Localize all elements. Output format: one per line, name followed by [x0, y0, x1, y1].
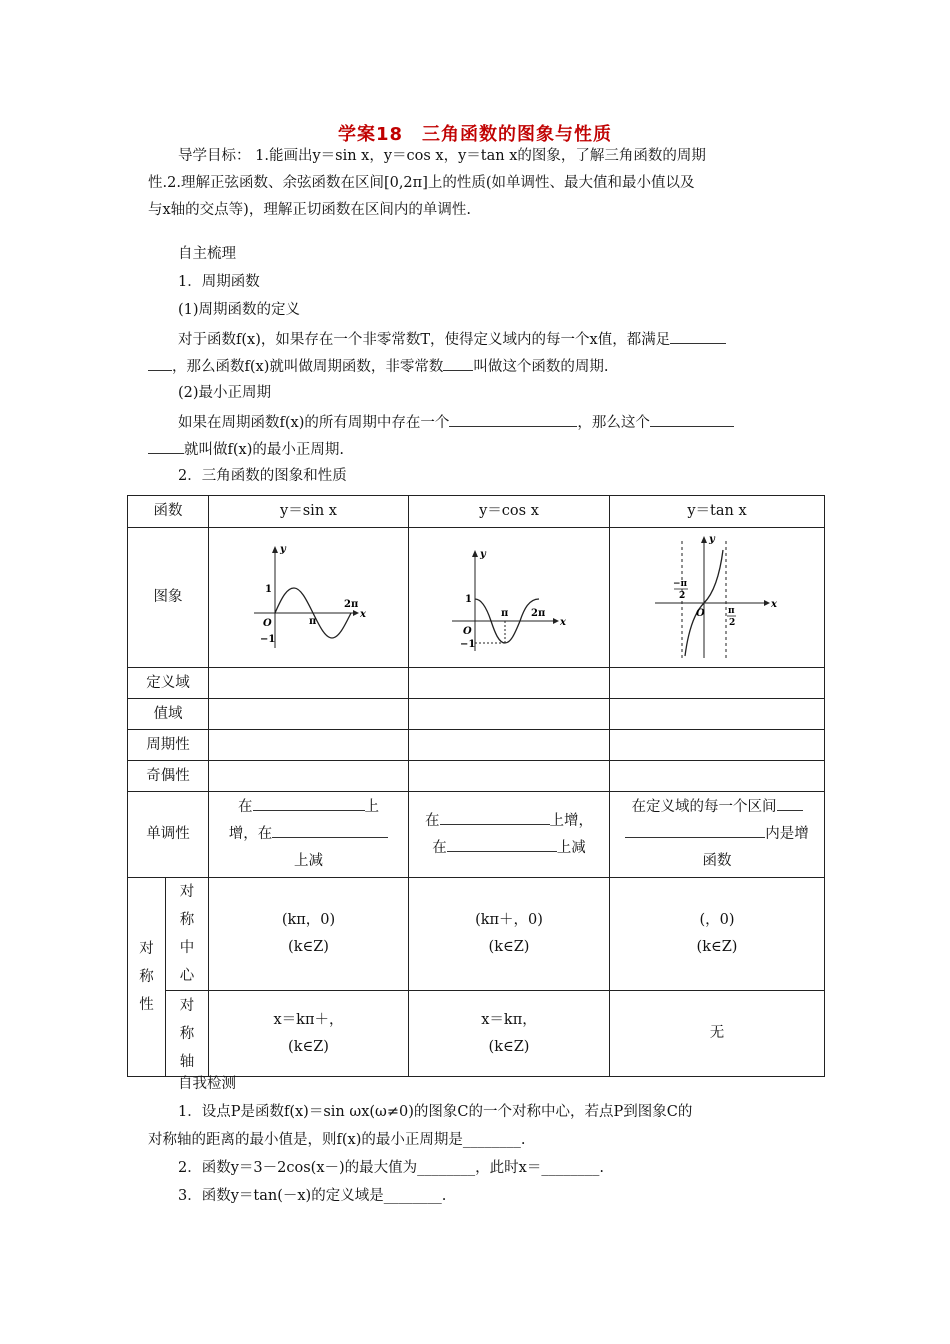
answer-blank[interactable] — [777, 795, 803, 811]
sym-axis-label: 对称轴 — [179, 997, 195, 1070]
period-def-line-2 — [148, 355, 608, 377]
mono-text: 上减 — [556, 839, 586, 856]
answer-blank[interactable] — [148, 438, 184, 454]
min-period-text: 如果在周期函数f(x)的所有周期中存在一个 — [178, 415, 450, 431]
mono-text: 在 — [238, 799, 253, 815]
center-cos-k: (k∈Z) — [488, 939, 530, 955]
tan-y-arrow — [701, 536, 707, 543]
center-sin-cell — [209, 878, 409, 991]
tan-pi-den: 2 — [729, 617, 736, 628]
answer-blank[interactable] — [650, 411, 734, 427]
row-label-sym-axis — [166, 991, 209, 1077]
sin-two-pi-label: 2π — [343, 598, 358, 610]
answer-blank[interactable] — [272, 822, 388, 838]
mono-cos-line-2 — [409, 835, 609, 862]
answer-blank[interactable] — [447, 836, 557, 852]
mono-tan-line-2 — [610, 821, 824, 848]
intro-line-2: 性.2.理解正弦函数、余弦函数在区间[0,2π]上的性质(如单调性、最大值和最小值以及 — [148, 175, 695, 191]
header-cos: y＝cos x — [409, 496, 610, 528]
mono-text: 内是增 — [765, 826, 809, 842]
answer-blank[interactable] — [253, 795, 365, 811]
intro-line-1: 导学目标： 1.能画出y＝sin x，y＝cos x，y＝tan x的图象，了解三角函数的周期 — [178, 148, 706, 164]
table-cell[interactable] — [209, 730, 409, 761]
section-2-heading: 2．三角函数的图象和性质 — [178, 468, 347, 484]
table-cell[interactable] — [209, 668, 409, 699]
cos-graph — [449, 543, 569, 653]
sin-origin-label: O — [262, 617, 272, 629]
row-label-range: 值域 — [128, 699, 209, 730]
mono-tan-cell — [610, 792, 825, 878]
period-def-text: 叫做这个函数的周期. — [473, 359, 609, 375]
cos-graph-cell — [409, 528, 610, 668]
section-1b-heading: (2)最小正周期 — [178, 385, 272, 401]
tan-neg-pi-den: 2 — [679, 590, 686, 601]
table-cell[interactable] — [409, 761, 610, 792]
sin-pi-label: π — [308, 615, 316, 627]
header-sin: y＝sin x — [209, 496, 409, 528]
axis-cos-value: x＝kπ， — [481, 1011, 537, 1028]
row-label-parity: 奇偶性 — [128, 761, 209, 792]
period-def-text: ，那么函数f(x)就叫做周期函数，非零常数 — [172, 359, 444, 375]
table-row-graph — [128, 528, 825, 668]
table-cell[interactable] — [409, 668, 610, 699]
axis-sin-value: x＝kπ＋， — [273, 1011, 344, 1028]
table-row-sym-center — [128, 878, 825, 991]
table-cell[interactable] — [209, 761, 409, 792]
row-label-graph: 图象 — [128, 528, 209, 668]
cos-y-label: y — [480, 548, 486, 560]
table-row-range — [128, 699, 825, 730]
sin-y-label: y — [279, 543, 286, 555]
table-row-period — [128, 730, 825, 761]
tan-origin-label: O — [696, 607, 705, 619]
cos-one-label: 1 — [465, 593, 472, 605]
table-row-domain — [128, 668, 825, 699]
mono-cos-line-1 — [409, 808, 609, 835]
center-tan-k: (k∈Z) — [696, 939, 738, 955]
min-period-line-1 — [178, 411, 734, 433]
axis-sin-k: (k∈Z) — [288, 1038, 329, 1055]
sym-center-label: 对称中心 — [179, 884, 195, 984]
mono-cos-cell — [409, 792, 610, 878]
sin-graph-cell — [209, 528, 409, 668]
mono-tan-line-3: 函数 — [702, 853, 732, 869]
symmetry-label: 对称性 — [139, 941, 154, 1013]
mono-text: 在定义域的每一个区间 — [631, 799, 777, 815]
cos-pi-label: π — [501, 607, 509, 619]
page-title: 学案18 三角函数的图象与性质 — [337, 124, 613, 145]
mono-text: 上增， — [549, 812, 593, 829]
tan-x-arrow — [764, 600, 770, 606]
center-sin-value: (kπ，0) — [281, 912, 336, 928]
tan-graph-cell — [610, 528, 825, 668]
mono-text: 在 — [425, 812, 440, 829]
row-label-period: 周期性 — [128, 730, 209, 761]
table-cell[interactable] — [610, 668, 825, 699]
mono-text: 在 — [432, 839, 447, 856]
table-row-parity — [128, 761, 825, 792]
answer-blank[interactable] — [148, 355, 172, 371]
tan-neg-pi-label: −π — [673, 578, 688, 589]
question-3: 3．函数y＝tan(－x)的定义域是________. — [178, 1188, 447, 1204]
cos-neg-one-label: −1 — [460, 638, 476, 650]
center-tan-value: (，0) — [699, 912, 735, 928]
center-tan-cell — [610, 878, 825, 991]
cos-two-pi-label: 2π — [531, 607, 546, 619]
intro-line-3: 与x轴的交点等)，理解正切函数在区间内的单调性. — [148, 202, 471, 218]
answer-blank[interactable] — [670, 328, 726, 344]
mono-sin-line-2 — [209, 821, 408, 848]
row-label-sym-center — [166, 878, 209, 991]
min-period-line-2 — [148, 438, 344, 460]
cos-y-arrow — [472, 550, 478, 557]
cos-x-label: x — [560, 616, 566, 628]
mono-sin-cell — [209, 792, 409, 878]
cos-origin-label: O — [463, 625, 472, 637]
question-2: 2．函数y＝3－2cos(x－)的最大值为________，此时x＝________. — [178, 1160, 604, 1176]
mono-sin-line-3: 上减 — [294, 853, 323, 869]
mono-sin-line-1 — [209, 794, 408, 821]
min-period-text: ，那么这个 — [577, 415, 650, 431]
selfcheck-heading: 自我检测 — [178, 1076, 236, 1092]
table-row-sym-axis — [128, 991, 825, 1077]
period-def-text: 对于函数f(x)，如果存在一个非零常数T，使得定义域内的每一个x值，都满足 — [178, 332, 671, 348]
axis-cos-k: (k∈Z) — [488, 1038, 530, 1055]
sin-one-label: 1 — [264, 583, 272, 595]
table-cell[interactable] — [610, 699, 825, 730]
tan-x-label: x — [771, 598, 777, 610]
section-1-heading: 1．周期函数 — [178, 274, 260, 290]
cos-x-arrow — [553, 618, 559, 624]
tan-graph — [652, 533, 782, 663]
table-cell[interactable] — [409, 699, 610, 730]
sin-x-label: x — [359, 608, 366, 620]
header-func: 函数 — [128, 496, 209, 528]
review-heading: 自主梳理 — [178, 246, 236, 262]
tan-pi-label: π — [728, 605, 735, 616]
period-def-line-1 — [178, 328, 726, 350]
sin-neg-one-label: −1 — [259, 633, 275, 645]
table-row-monotonicity — [128, 792, 825, 878]
mono-tan-line-1 — [610, 794, 824, 821]
table-cell[interactable] — [610, 730, 825, 761]
sin-x-arrow — [353, 610, 359, 616]
table-header-row — [128, 496, 825, 528]
table-cell[interactable] — [209, 699, 409, 730]
axis-tan-cell: 无 — [610, 991, 825, 1077]
table-cell[interactable] — [409, 730, 610, 761]
answer-blank[interactable] — [440, 809, 550, 825]
answer-blank[interactable] — [449, 411, 577, 427]
axis-sin-cell — [209, 991, 409, 1077]
row-label-symmetry — [128, 878, 166, 1077]
header-tan: y＝tan x — [610, 496, 825, 528]
row-label-mono: 单调性 — [128, 792, 209, 878]
tan-y-label: y — [709, 533, 715, 545]
sin-y-arrow — [272, 546, 278, 553]
row-label-domain: 定义域 — [128, 668, 209, 699]
axis-cos-cell — [409, 991, 610, 1077]
section-1a-heading: (1)周期函数的定义 — [178, 302, 301, 318]
table-cell[interactable] — [610, 761, 825, 792]
answer-blank[interactable] — [625, 822, 765, 838]
question-1-line-2: 对称轴的距离的最小值是，则f(x)的最小正周期是________. — [148, 1132, 526, 1148]
question-1-line-1: 1．设点P是函数f(x)＝sin ωx(ω≠0)的图象C的一个对称中心，若点P到图象C的 — [178, 1104, 693, 1120]
mono-text: 增，在 — [228, 826, 273, 842]
min-period-text: 就叫做f(x)的最小正周期. — [184, 442, 344, 458]
trig-properties-table — [127, 495, 825, 1077]
center-sin-k: (k∈Z) — [288, 939, 329, 955]
mono-text: 上 — [364, 799, 379, 815]
answer-blank[interactable] — [443, 355, 473, 371]
sin-graph — [249, 543, 369, 653]
center-cos-cell — [409, 878, 610, 991]
center-cos-value: (kπ＋，0) — [475, 912, 543, 928]
